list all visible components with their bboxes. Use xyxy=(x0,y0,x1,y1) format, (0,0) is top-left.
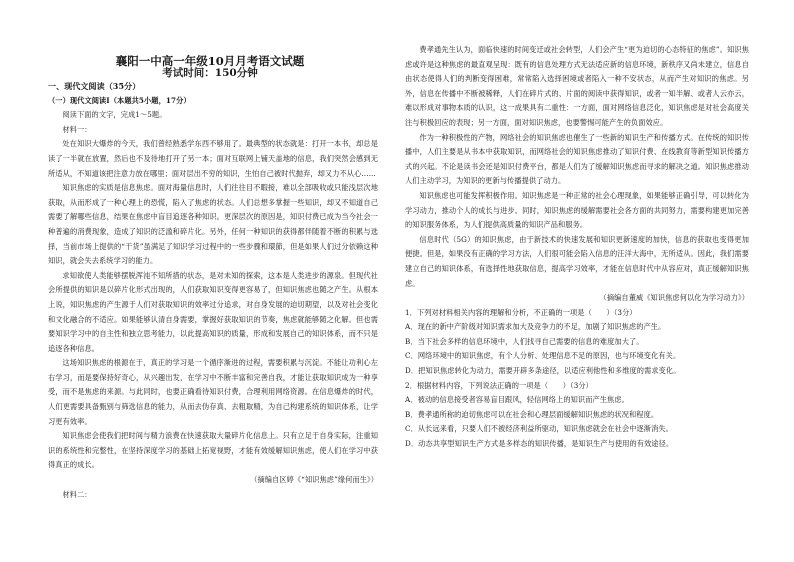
paragraph: 费孝通先生认为，面临快速的时间变迁或社会转型，人们会产生“更为迫切的心态特征的焦虑”。知识焦虑或许是这种焦虑的最直观呈现：既有的信息处理方式无法适应新的信息环境，新秩序又尚未建立，信息自由状态使得人们的判断变得困难，常常陷入选择困境或者陷入一种不安状态，从而产生对知识的焦虑。另外，信息在传播中不断被稀释，人们在碎片式的、片面的阅读中获得知识，或者一知半解、或者人云亦云，难以形成对事物本质的认识，这一成果具有二重性：一方面，面对网络信息泛化，知识焦虑是对社会高度关注与积极回应的表现；另一方面，面对知识焦虑，也要警惕可能产生的负面效应。 xyxy=(405,45,749,127)
option: B．当下社会多样的信息环境中，人们找寻自己需要的信息的难度加大了。 xyxy=(405,336,644,346)
option: A．被动的信息接受者容易盲目跟风，轻信网络上的知识而产生焦虑。 xyxy=(405,395,629,405)
paragraph: 知识焦虑的实质是信息焦虑。面对海量信息时，人们往往目不暇接，难以全部吸收或只能浅层次地获取，从而形成了一种心理上的恐慌，陷入了焦虑的状态。人们总想多掌握一些知识，却又不知道自己需要了解哪些信息，结果在焦虑中盲目追逐各种知识。更深层次的原因是，知识付费已成为当今社会一种普遍的消费现象，造成了知识的泛滥和碎片化。另外，任何一种知识的获得都伴随着不断的积累与选择，当前市场上提供的“干货”虽满足了知识学习过程中的一些步骤和環節，但是如果人们过分依赖这种知识，就会失去系统学习的能力。 xyxy=(48,183,378,266)
option: C．从长远来看，只要人们不被经济利益所驱动，知识焦虑就会在社会中逐渐消失。 xyxy=(405,424,673,434)
material-label: 材料一： xyxy=(62,124,92,134)
source-citation: （摘编自区婷《“知识焦虑”缘何而生》） xyxy=(250,475,378,485)
source-citation: （摘编自董威《知识焦虑何以化为学习动力》） xyxy=(599,293,749,303)
right-column xyxy=(405,43,749,452)
question: 2．根据材料内容，下列说法正确的一项是（ ）（3分） xyxy=(405,380,593,390)
material-label: 材料二： xyxy=(62,489,92,499)
paragraph: 求知欲使人类能够摆脱浑沌不知所措的状态，是对未知的探索，这本是人类进步的源泉。但现代社会所提供的知识是以碎片化形式出现的，人们获取知识变得更容易了，但知识焦虑也随之产生。从根本上说，知识焦虑的产生源于人们对获取知识的效率过分追求，对自身发展的迫切期望，以及对社会变化和文化融合的不适应。如果能够认清自身需要，掌握好获取知识的节奏，焦虑就能够随之化解。但也需要知识学习中的自主性和独立思考能力，以此提高知识的质量，形成和发展自己的知识体系，而不只是追逐各种信息。 xyxy=(48,270,378,353)
paragraph: 处在知识大爆炸的今天，我们曾经熟悉学东西不够用了。最典型的状态就是：打开一本书，却总是读了一半就在放置，然后也不及待地打开了另一本；面对互联网上铺天盖地的信息，我们突然会感到无所适从，不知道该把注意力放在哪里；面对层出不穷的知识，生怕自己被时代抛弃，却又力不从心…… xyxy=(48,139,378,178)
section-heading: 一、现代文阅读（35分） xyxy=(48,81,141,91)
instruction: 阅读下面的文字，完成1～5题。 xyxy=(62,110,167,120)
page-title: 襄阳一中高一年级10月月考语文试题 xyxy=(115,54,305,68)
exam-time: 考试时间：150分钟 xyxy=(162,67,258,79)
question: 1．下列对材料相关内容的理解和分析，不正确的一项是（ ）（3分） xyxy=(405,307,637,317)
paragraph: 信息时代（5G）的知识焦虑，由于新技术的快速发展和知识更新速度的加快，信息的获取也变得更加便捷。但是，如果没有正确的学习方法，人们很可能会陷入信息的汪洋大海中，无所适从。因此，我们需要建立自己的知识体系，有选择性地获取信息，提高学习效率，才能在信息时代中从容应对，真正缓解知识焦虑。 xyxy=(405,234,749,288)
left-column xyxy=(48,79,378,502)
option: D．动态共享型知识生产方式是多样态的知识传播，是知识生产与使用的有效途径。 xyxy=(405,439,674,449)
option: B．费孝通所称的迫切焦虑可以在社会和心理层面缓解知识焦虑的状况和程度。 xyxy=(405,409,659,419)
paragraph: 知识焦虑也可能发挥积极作用。知识焦虑是一种正常的社会心理现象，如果能够正确引导，可以转化为学习动力，推动个人的成长与进步。同时，知识焦虑的缓解需要社会各方面的共同努力，需要构建更加完善的知识服务体系，为人们提供高质量的知识产品和服务。 xyxy=(405,190,749,230)
subsection-heading: （一）现代文阅读Ⅰ（本题共5小题，17分） xyxy=(48,95,191,105)
paragraph: 作为一种积极性的产物，网络社会的知识焦虑也催生了一些新的知识生产和传播方式。在传统的知识传播中，人们主要是从书本中获取知识，而网络社会的知识焦虑推动了知识付费、在线教育等新型知识传播方式的兴起。不论是读书会还是知识付费平台，都是人们为了缓解知识焦虑而寻求的解决之道。知识焦虑推动人们主动学习，为知识的更新与传播提供了动力。 xyxy=(405,132,749,186)
option: A．现在的新中产阶级对知识需求加大及竞争力的不足，加剧了知识焦虑的产生。 xyxy=(405,322,666,332)
paragraph: 知识焦虑会使我们把时间与精力浪费在快速获取大量碎片化信息上。只有立足于自身实际，注重知识的系统性和完整性，在坚持深度学习的基础上拓宽视野，才能有效缓解知识焦虑，使人们在学习中获得真正的成长。 xyxy=(48,431,378,470)
option: D．把知识焦虑转化为动力，需要开辟多条途径，以适应利他性和多维度的需求变化。 xyxy=(405,366,681,376)
option: C．网络环境中的知识焦虑，有个人分析、处理信息不足的原因，也与环境变化有关。 xyxy=(405,351,681,361)
paragraph: 这场知识焦虑的根源在于，真正的学习是一个循序渐进的过程，需要积累与沉淀。不能让功利心左右学习，而是要保持好奇心，从兴趣出发，在学习中不断丰富和完善自我，才能让获取知识成为一种享受，而不是焦虑的来源。与此同时，也要正确看待知识付费，合理利用网络资源。在信息爆炸的时代，人们更需要具备甄别与筛选信息的能力，从而去伪存真、去粗取精，为自己构建系统的知识体系，让学习更有效率。 xyxy=(48,358,378,426)
